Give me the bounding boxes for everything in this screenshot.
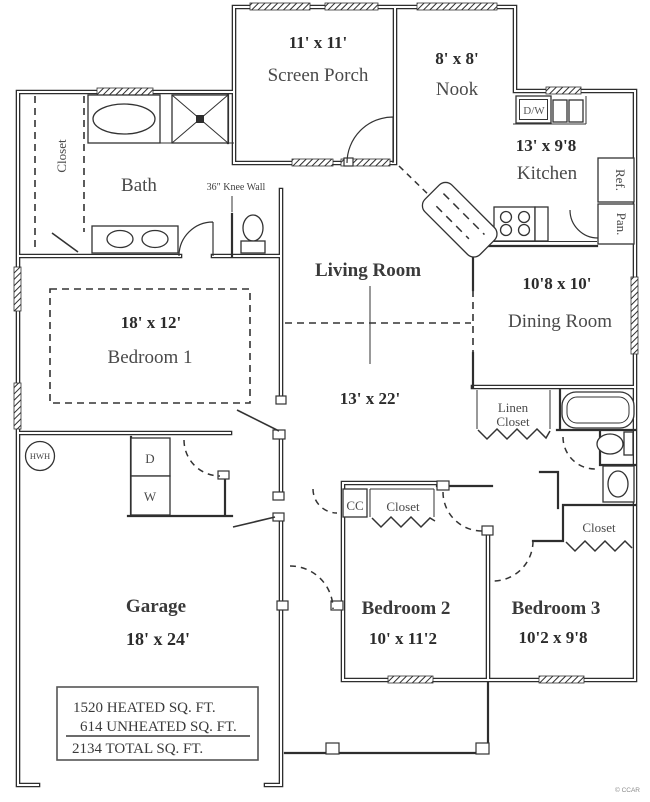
pantry-label: Pan. [614, 212, 629, 236]
dining-label: Dining Room [508, 311, 612, 332]
bathtub [88, 95, 160, 143]
bath-label: Bath [121, 175, 157, 196]
garage-label: Garage [125, 596, 187, 617]
interior-walls [88, 95, 635, 753]
washer-label: W [143, 489, 157, 504]
shower [172, 95, 228, 143]
screen-porch-dims: 11' x 11' [288, 33, 348, 52]
linen-closet-label-1: Linen [497, 400, 529, 415]
bedroom2-dims: 10' x 11'2 [368, 629, 438, 648]
kitchen-island [419, 179, 501, 261]
screen-porch-label: Screen Porch [267, 65, 369, 86]
toilet-2 [597, 432, 633, 455]
copyright-watermark: © CCAR [614, 787, 640, 794]
sink-2 [603, 466, 634, 502]
nook-dims: 8' x 8' [435, 49, 479, 68]
dryer-label: D [145, 451, 155, 466]
bedroom1-label: Bedroom 1 [107, 347, 193, 368]
bedroom3-dims: 10'2 x 9'8 [518, 628, 588, 647]
linen-closet-label-2: Closet [496, 414, 530, 429]
bedroom2-closet-label: Closet [386, 499, 420, 514]
bedroom3-closet-label: Closet [582, 520, 616, 535]
nook-label: Nook [435, 79, 479, 100]
kitchen-dims: 13' x 9'8 [515, 136, 577, 155]
master-closet-label: Closet [54, 139, 69, 173]
hwh-label: HWH [29, 451, 51, 461]
heated-sqft: 1520 HEATED SQ. FT. [73, 700, 216, 716]
vanity-sinks [92, 226, 178, 253]
refrigerator-label: Ref. [613, 168, 628, 192]
dishwasher-label: D/W [523, 105, 545, 117]
bedroom2-label: Bedroom 2 [361, 598, 451, 619]
living-label: Living Room [314, 260, 422, 281]
bedroom3-label: Bedroom 3 [511, 598, 601, 619]
kitchen-label: Kitchen [516, 163, 578, 184]
garage-dims: 18' x 24' [125, 629, 191, 649]
unheated-sqft: 614 UNHEATED SQ. FT. [80, 719, 237, 735]
living-dims: 13' x 22' [339, 389, 401, 408]
tub-2 [562, 392, 634, 428]
dining-dims: 10'8 x 10' [522, 274, 592, 293]
toilet-master [241, 215, 265, 253]
bedroom1-dims: 18' x 12' [120, 313, 182, 332]
cc-label: CC [346, 498, 364, 513]
stove [494, 207, 548, 241]
knee-wall-label: 36" Knee Wall [206, 182, 266, 193]
total-sqft: 2134 TOTAL SQ. FT. [72, 741, 204, 757]
